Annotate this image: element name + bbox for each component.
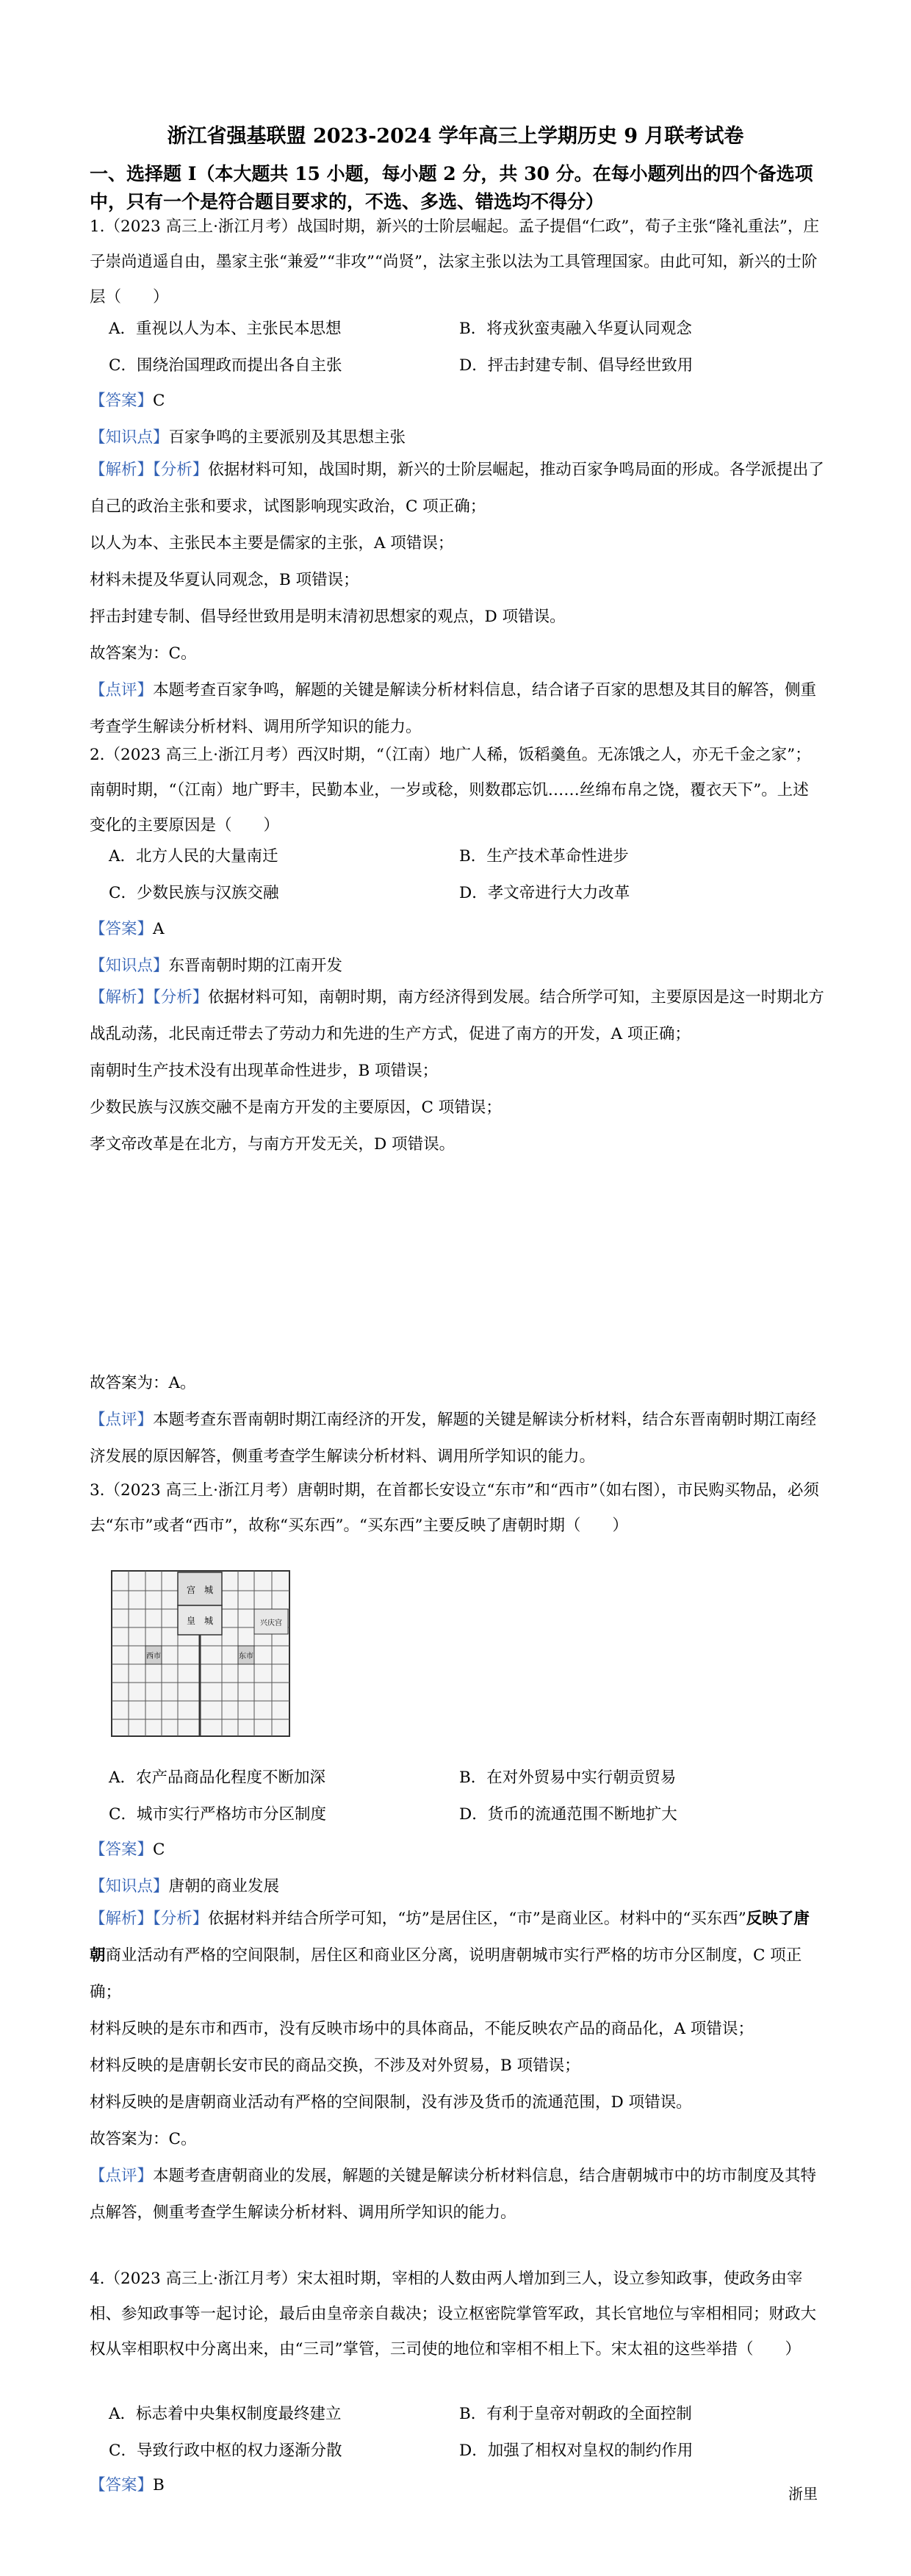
q1-knowledge [90, 425, 406, 447]
q1-option-c: C．围绕治国理政而提出各自主张 [109, 356, 342, 375]
q3-option-a: A．农产品商品化程度不断加深 [109, 1769, 326, 1787]
q3-line-1: 材料反映的是东市和西市，没有反映市场中的具体商品，不能反映农产品的商品化，A 项错误； [90, 2020, 754, 2038]
answer-tag: 【答案】 [90, 392, 154, 410]
q1-line-1: 以人为本、主张民本主要是儒家的主张，A 项错误； [90, 534, 454, 553]
q1-line-4: 故答案为：C。 [90, 644, 197, 663]
q1-option-d: D．抨击封建专制、倡导经世致用 [459, 356, 694, 375]
q1-answer-value: C [153, 392, 165, 410]
q3-knowledge: 【知识点】唐朝的商业发展 [90, 1877, 280, 1896]
q2-knowledge: 【知识点】东晋南朝时期的江南开发 [90, 957, 343, 975]
q1-comment: 本题考查百家争鸣，解题的关键是解读分析材料信息，结合诸子百家的思想及其目的解答，侧重考查学生解读分析材料、调用所学知识的能力。 [90, 681, 817, 736]
q4-option-b: B．有利于皇帝对朝政的全面控制 [459, 2405, 692, 2423]
q4-answer: 【答案】B [90, 2476, 165, 2494]
q4-answer-value: B [153, 2476, 165, 2494]
question-2-stem: 2.（2023 高三上·浙江月考）西汉时期，“（江南）地广人稀，饭稻羹鱼。无冻饿之人，亦无千金之家”；南朝时期，“（江南）地广野丰，民勤本业，一岁或稔，则数郡忘饥……丝绵布帛之饶，覆衣天下”。上述变化的主要原因是（ ） [90, 746, 811, 835]
q1-option-a: A．重视以人为本、主张民本思想 [109, 320, 342, 338]
knowledge-tag: 【知识点】 [90, 428, 169, 447]
q2-option-a: A．北方人民的大量南迁 [109, 847, 278, 866]
q3-analysis-pre: 依据材料并结合所学可知，“坊”是居住区，“市”是商业区。材料中的“买东西” [208, 1910, 746, 1928]
q3-analysis: 【解析】【分析】依据材料并结合所学可知，“坊”是居住区，“市”是商业区。材料中的“买东西”反映了唐朝商业活动有严格的空间限制，居住区和商业区分离，说明唐朝城市实行严格的坊市分区制度，C 项正确； 材料反映的是东市和西市，没有反映市场中的具体商品，不能反映农产品的商品化，A 项错误； 材料反映的是唐朝长安市民的商品交换，不涉及对外贸易，B 项错误； 材料反映的是唐朝商业活动有严格的空间限制，没有涉及货币的流通范围，D 项错误。 故答案为：C。 【点评】本题考查唐朝商业的发展，解题的关键是解读分析材料信息，结合唐朝城市中的坊市制度及其特点解答，侧重考查学生解读分析材料、调用所学知识的能力。 [90, 1901, 824, 2231]
q1-line-2: 材料未提及华夏认同观念，B 项错误； [90, 571, 359, 589]
west-market-label: 西市 [146, 1652, 161, 1661]
q3-comment: 本题考查唐朝商业的发展，解题的关键是解读分析材料信息，结合唐朝城市中的坊市制度及其特点解答，侧重考查学生解读分析材料、调用所学知识的能力。 [90, 2167, 817, 2222]
q4-option-c: C．导致行政中枢的权力逐渐分散 [109, 2442, 342, 2460]
q3-analysis-post: 商业活动有严格的空间限制，居住区和商业区分离，说明唐朝城市实行严格的坊市分区制度，C 项正确； [90, 1946, 802, 2001]
east-palace-label: 兴庆宫 [260, 1619, 282, 1627]
analysis-tag: 【解析】【分析】 [90, 461, 209, 479]
question-1-stem: 1.（2023 高三上·浙江月考）战国时期，新兴的士阶层崛起。孟子提倡“仁政”，荀子主张“隆礼重法”，庄子崇尚逍遥自由，墨家主张“兼爱”“非攻”“尚贤”，法家主张以法为工具管理国家。由此可知，新兴的士阶层（ ） [90, 217, 819, 306]
q1-line-3: 抨击封建专制、倡导经世致用是明末清初思想家的观点，D 项错误。 [90, 608, 566, 626]
q3-option-b: B．在对外贸易中实行朝贡贸易 [459, 1769, 677, 1787]
q3-knowledge-text: 唐朝的商业发展 [168, 1877, 280, 1896]
q1-answer [90, 388, 165, 411]
comment-tag: 【点评】 [90, 681, 154, 699]
q3-answer-value: C [153, 1841, 165, 1859]
document-title: 浙江省强基联盟 2023-2024 学年高三上学期历史 9 月联考试卷 [167, 125, 744, 148]
q2-analysis-text: 依据材料可知，南朝时期，南方经济得到发展。结合所学可知，主要原因是这一时期北方战乱动荡，北民南迁带去了劳动力和先进的生产方式，促进了南方的开发，A 项正确； [90, 988, 824, 1043]
q3-line-2: 材料反映的是唐朝长安市民的商品交换，不涉及对外贸易，B 项错误； [90, 2057, 580, 2075]
q4-option-a: A．标志着中央集权制度最终建立 [109, 2405, 342, 2423]
q3-line-3: 材料反映的是唐朝商业活动有严格的空间限制，没有涉及货币的流通范围，D 项错误。 [90, 2093, 692, 2112]
q1-knowledge-text: 百家争鸣的主要派别及其思想主张 [168, 428, 406, 447]
changan-city-map [110, 1558, 294, 1745]
q2-option-c: C．少数民族与汉族交融 [109, 884, 279, 902]
q3-line-4: 故答案为：C。 [90, 2130, 197, 2148]
q1-analysis-text: 依据材料可知，战国时期，新兴的士阶层崛起，推动百家争鸣局面的形成。各学派提出了自己的政治主张和要求，试图影响现实政治，C 项正确； [90, 461, 824, 516]
question-4-stem: 4.（2023 高三上·浙江月考）宋太祖时期，宰相的人数由两人增加到三人，设立参知政事，使政务由宰相、参知政事等一起讨论，最后由皇帝亲自裁决；设立枢密院掌管军政，其长官地位与宰相相同；财政大权从宰相职权中分离出来，由“三司”掌管，三司使的地位和宰相不相上下。宋太祖的这些举措（ ） [90, 2270, 817, 2359]
q3-analysis-bold: 反映了唐朝 [90, 1910, 810, 1965]
east-market-label: 东市 [239, 1652, 253, 1661]
page-footer: 浙里 [788, 2485, 818, 2503]
q3-option-d: D．货币的流通范围不断地扩大 [459, 1805, 677, 1824]
q2-line-1: 南朝时生产技术没有出现革命性进步，B 项错误； [90, 1062, 439, 1080]
imperial-city-label: 皇 城 [186, 1616, 214, 1626]
q3-option-c: C．城市实行严格坊市分区制度 [109, 1805, 326, 1824]
q2-knowledge-text: 东晋南朝时期的江南开发 [168, 957, 343, 975]
q2-option-d: D．孝文帝进行大力改革 [459, 884, 630, 902]
palace-label: 宫 城 [186, 1585, 214, 1595]
q2-analysis: 【解析】【分析】依据材料可知，南朝时期，南方经济得到发展。结合所学可知，主要原因是这一时期北方战乱动荡，北民南迁带去了劳动力和先进的生产方式，促进了南方的开发，A 项正确； 南朝时生产技术没有出现革命性进步，B 项错误； 少数民族与汉族交融不是南方开发的主要原因，C 项错误； 孝文帝改革是在北方，与南方开发无关，D 项错误。 [90, 979, 824, 1163]
q1-analysis [90, 452, 824, 746]
q2-line-2: 少数民族与汉族交融不是南方开发的主要原因，C 项错误； [90, 1098, 502, 1117]
q1-option-b: B．将戎狄蛮夷融入华夏认同观念 [459, 320, 692, 338]
q2-answer: 【答案】A [90, 920, 165, 938]
q2-conclusion-block: 故答案为：A。 【点评】本题考查东晋南朝时期江南经济的开发，解题的关键是解读分析材料，结合东晋南朝时期江南经济发展的原因解答，侧重考查学生解读分析材料、调用所学知识的能力。 [90, 1365, 824, 1475]
q2-option-b: B．生产技术革命性进步 [459, 847, 629, 866]
question-3-stem: 3.（2023 高三上·浙江月考）唐朝时期，在首都长安设立“东市”和“西市”（如右图），市民购买物品，必须去“东市”或者“西市”，故称“买东西”。“买东西”主要反映了唐朝时期（ ） [90, 1481, 819, 1535]
q3-answer: 【答案】C [90, 1841, 165, 1859]
q4-option-d: D．加强了相权对皇权的制约作用 [459, 2442, 694, 2460]
section-heading: 一、选择题 I（本大题共 15 小题，每小题 2 分，共 30 分。在每小题列出的四个备选项中，只有一个是符合题目要求的，不选、多选、错选均不得分） [90, 163, 813, 212]
q2-answer-value: A [153, 920, 165, 938]
q2-comment: 本题考查东晋南朝时期江南经济的开发，解题的关键是解读分析材料，结合东晋南朝时期江南经济发展的原因解答，侧重考查学生解读分析材料、调用所学知识的能力。 [90, 1411, 817, 1466]
q2-line-3: 孝文帝改革是在北方，与南方开发无关，D 项错误。 [90, 1135, 455, 1154]
q2-conclusion: 故答案为：A。 [90, 1374, 196, 1392]
